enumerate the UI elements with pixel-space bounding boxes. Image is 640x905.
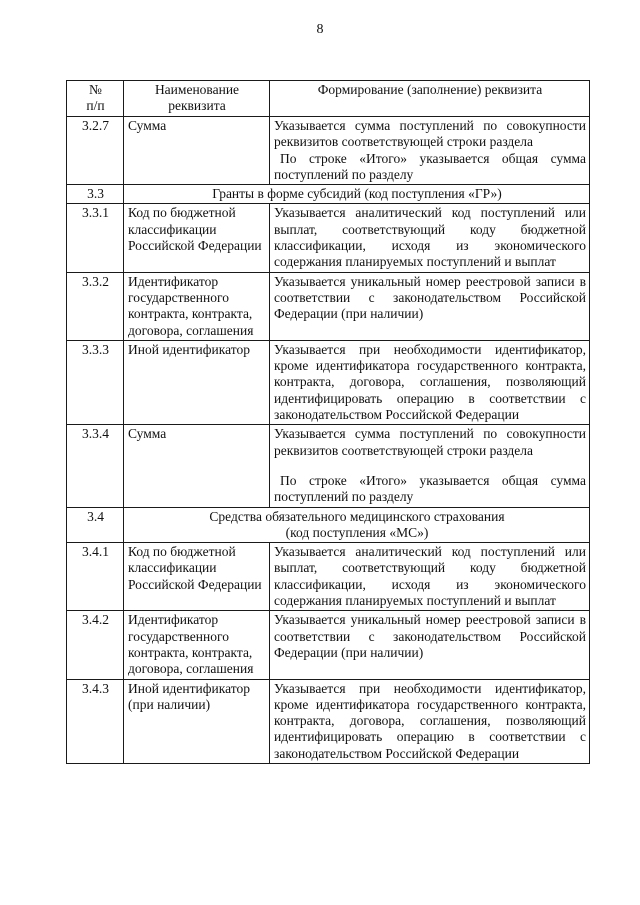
row-number: 3.4.2: [67, 611, 124, 679]
paragraph-spacer: [274, 459, 586, 473]
section-title-line1: Средства обязательного медицинского страхования: [209, 508, 505, 524]
table-row: [67, 117, 590, 185]
table-header-row: [67, 81, 590, 117]
row-description: [270, 679, 590, 763]
row-number: 3.4.3: [67, 679, 124, 763]
header-description-cell: Формирование (заполнение) реквизита: [270, 81, 590, 117]
description-paragraph: Указывается уникальный номер реестровой записи в соответствии с законодательством Российской Федерации (при наличии): [274, 612, 586, 660]
section-row: [67, 507, 590, 543]
section-number: 3.4: [67, 507, 124, 543]
description-paragraph: Указывается сумма поступлений по совокупности реквизитов соответствующей строки раздела: [274, 426, 586, 458]
description-paragraph: Указывается аналитический код поступлений или выплат, соответствующий коду бюджетной классификации, исходя из экономического содержания планируемых поступлений и выплат: [274, 205, 586, 270]
header-number-cell: [67, 81, 124, 117]
row-description: [270, 272, 590, 340]
section-title: Гранты в форме субсидий (код поступления «ГР»): [124, 185, 590, 204]
table-row: [67, 272, 590, 340]
row-description: [270, 425, 590, 507]
section-title: [124, 507, 590, 543]
header-number-line1: №: [89, 82, 102, 97]
description-paragraph: Указывается уникальный номер реестровой записи в соответствии с законодательством Российской Федерации (при наличии): [274, 273, 586, 322]
row-name: Иной идентификатор (при наличии): [124, 679, 270, 763]
table-row: [67, 611, 590, 679]
section-title-line2: (код поступления «МС»): [285, 524, 429, 540]
description-paragraph: Указывается при необходимости идентификатор, кроме идентификатора государственного контракта, контракта, договора, соглашения, позволяющий идентифицировать операцию в соответствии с законодательством Российской Федерации: [274, 680, 586, 761]
table-row: [67, 543, 590, 611]
description-paragraph: Указывается сумма поступлений по совокупности реквизитов соответствующей строки раздела: [274, 118, 586, 150]
header-name-line1: Наименование: [154, 82, 240, 97]
description-paragraph: Указывается аналитический код поступлений или выплат, соответствующий коду бюджетной классификации, исходя из экономического содержания планируемых поступлений и выплат: [274, 544, 586, 609]
row-number: 3.4.1: [67, 543, 124, 611]
row-name: Идентификатор государственного контракта, контракта, договора, соглашения: [124, 272, 270, 340]
header-number-line2: п/п: [86, 98, 105, 114]
row-description: [270, 340, 590, 424]
requisites-table: [66, 80, 590, 764]
row-name: Идентификатор государственного контракта, контракта, договора, соглашения: [124, 611, 270, 679]
row-name: Сумма: [124, 425, 270, 507]
header-name-cell: [124, 81, 270, 117]
description-paragraph: Указывается при необходимости идентификатор, кроме идентификатора государственного контракта, контракта, договора, соглашения, позволяющий идентифицировать операцию в соответствии с законодательством Российской Федерации: [274, 341, 586, 423]
row-name: Сумма: [124, 117, 270, 185]
row-description: [270, 611, 590, 679]
row-description: [270, 543, 590, 611]
row-number: 3.2.7: [67, 117, 124, 185]
table-row: [67, 425, 590, 507]
section-row: [67, 185, 590, 204]
row-name: Код по бюджетной классификации Российской Федерации: [124, 204, 270, 272]
description-paragraph: По строке «Итого» указывается общая сумма поступлений по разделу: [274, 150, 586, 182]
table-row: [67, 204, 590, 272]
row-name: Иной идентификатор: [124, 340, 270, 424]
row-description: [270, 204, 590, 272]
row-number: 3.3.4: [67, 425, 124, 507]
row-name: Код по бюджетной классификации Российской Федерации: [124, 543, 270, 611]
table-row: [67, 340, 590, 424]
row-description: [270, 117, 590, 185]
description-paragraph: По строке «Итого» указывается общая сумма поступлений по разделу: [274, 472, 586, 505]
row-number: 3.3.1: [67, 204, 124, 272]
row-number: 3.3.3: [67, 340, 124, 424]
page-number: 8: [316, 22, 324, 37]
table-row: [67, 679, 590, 763]
header-name-line2: реквизита: [168, 98, 226, 114]
section-number: 3.3: [67, 185, 124, 204]
row-number: 3.3.2: [67, 272, 124, 340]
